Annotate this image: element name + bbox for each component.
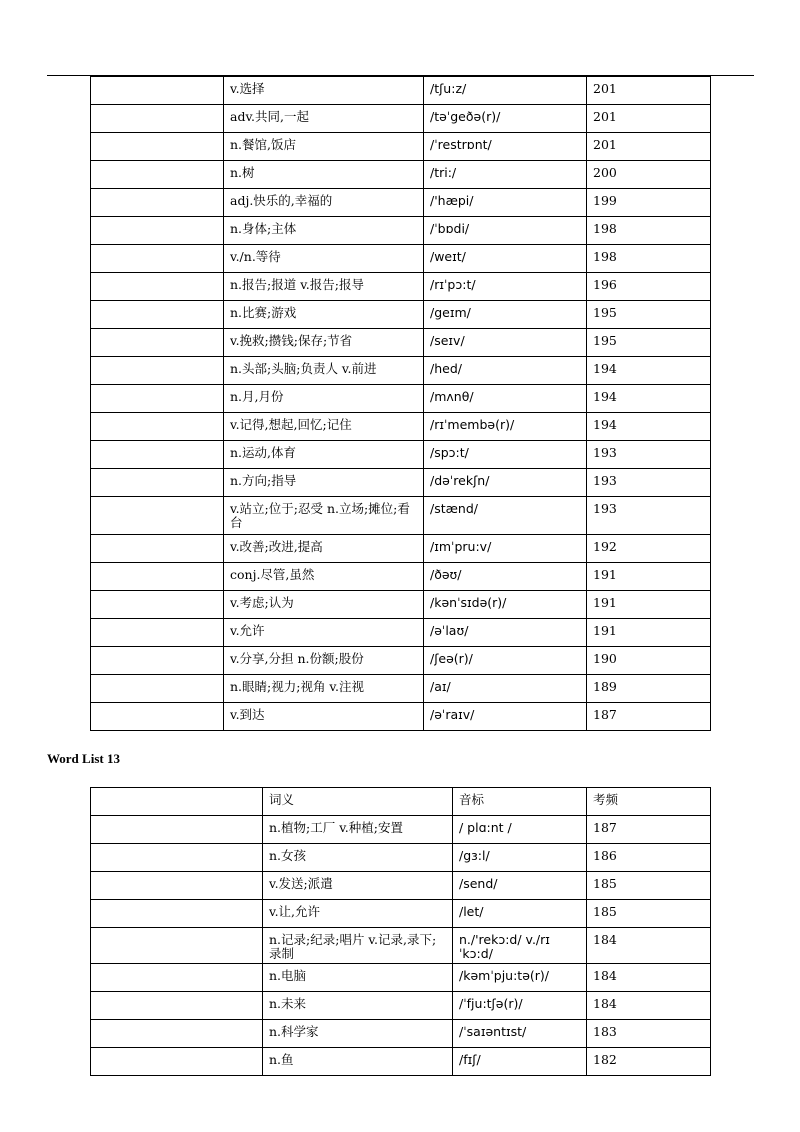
cell-word [91,133,224,161]
cell-phonetic: /dəˈrekʃn/ [424,469,587,497]
table-row [91,413,711,441]
cell-phonetic: /əˈlaʊ/ [424,619,587,647]
cell-freq: 193 [587,469,711,497]
cell-freq: 189 [587,675,711,703]
cell-freq: 201 [587,77,711,105]
cell-word [91,591,224,619]
cell-meaning: n.未来 [263,992,453,1020]
cell-phonetic: /kənˈsɪdə(r)/ [424,591,587,619]
table-row [91,105,711,133]
cell-meaning: v.站立;位于;忍受 n.立场;摊位;看台 [224,497,424,535]
cell-word [91,1048,263,1076]
cell-freq: 198 [587,217,711,245]
table-row [91,900,711,928]
cell-meaning: n.科学家 [263,1020,453,1048]
cell-freq: 198 [587,245,711,273]
cell-word [91,844,263,872]
cell-meaning: n.电脑 [263,964,453,992]
table-row [91,217,711,245]
cell-meaning: v.选择 [224,77,424,105]
cell-freq: 193 [587,497,711,535]
cell-phonetic: /'hæpi/ [424,189,587,217]
cell-freq: 194 [587,385,711,413]
cell-phonetic: /seɪv/ [424,329,587,357]
cell-meaning: conj.尽管,虽然 [224,563,424,591]
cell-freq: 193 [587,441,711,469]
cell-phonetic: /tʃu:z/ [424,77,587,105]
cell-meaning: n.植物;工厂 v.种植;安置 [263,816,453,844]
cell-freq: 200 [587,161,711,189]
cell-meaning: n.鱼 [263,1048,453,1076]
cell-phonetic: /spɔ:t/ [424,441,587,469]
table-row [91,77,711,105]
table-row [91,301,711,329]
header-word [91,788,263,816]
cell-word [91,992,263,1020]
table-row [91,647,711,675]
cell-phonetic: /tri:/ [424,161,587,189]
cell-meaning: v.记得,想起,回忆;记住 [224,413,424,441]
cell-freq: 185 [587,872,711,900]
cell-phonetic: /ˈrestrɒnt/ [424,133,587,161]
cell-meaning: v.发送;派遣 [263,872,453,900]
cell-freq: 194 [587,357,711,385]
cell-word [91,872,263,900]
vocab-table-2 [90,787,711,1076]
cell-freq: 201 [587,105,711,133]
cell-meaning: v.让,允许 [263,900,453,928]
cell-meaning: n.眼睛;视力;视角 v.注视 [224,675,424,703]
table-row [91,273,711,301]
cell-phonetic: /ʃeə(r)/ [424,647,587,675]
table-row [91,441,711,469]
cell-freq: 199 [587,189,711,217]
cell-freq: 196 [587,273,711,301]
cell-freq: 184 [587,964,711,992]
cell-meaning: v./n.等待 [224,245,424,273]
cell-phonetic: /ˈsaɪəntɪst/ [453,1020,587,1048]
cell-word [91,1020,263,1048]
cell-word [91,928,263,964]
table-row [91,992,711,1020]
cell-freq: 195 [587,301,711,329]
table-row [91,1048,711,1076]
cell-phonetic: /ˈbɒdi/ [424,217,587,245]
cell-word [91,413,224,441]
cell-word [91,357,224,385]
cell-word [91,329,224,357]
cell-word [91,469,224,497]
cell-word [91,77,224,105]
cell-freq: 184 [587,992,711,1020]
cell-word [91,301,224,329]
table-row [91,816,711,844]
cell-word [91,273,224,301]
table-row [91,675,711,703]
table-row [91,189,711,217]
cell-word [91,535,224,563]
cell-meaning: v.考虑;认为 [224,591,424,619]
cell-meaning: v.到达 [224,703,424,731]
cell-freq: 182 [587,1048,711,1076]
table-row [91,591,711,619]
cell-phonetic: /fɪʃ/ [453,1048,587,1076]
cell-freq: 187 [587,816,711,844]
table-row [91,703,711,731]
cell-meaning: adj.快乐的,幸福的 [224,189,424,217]
cell-phonetic: /mʌnθ/ [424,385,587,413]
table-row [91,964,711,992]
cell-word [91,105,224,133]
header-phonetic: 音标 [453,788,587,816]
cell-meaning: v.分享,分担 n.份额;股份 [224,647,424,675]
cell-word [91,619,224,647]
table-row [91,619,711,647]
cell-phonetic: /kəmˈpju:tə(r)/ [453,964,587,992]
cell-phonetic: / plɑ:nt / [453,816,587,844]
header-meaning: 词义 [263,788,453,816]
cell-phonetic: /geɪm/ [424,301,587,329]
cell-word [91,563,224,591]
cell-meaning: n.月,月份 [224,385,424,413]
word-list-title: Word List 13 [47,751,120,766]
cell-word [91,647,224,675]
cell-phonetic: /ðəʊ/ [424,563,587,591]
cell-freq: 191 [587,563,711,591]
cell-meaning: n.餐馆,饭店 [224,133,424,161]
table-row [91,469,711,497]
cell-meaning: n.报告;报道 v.报告;报导 [224,273,424,301]
cell-freq: 191 [587,591,711,619]
cell-phonetic: /rɪˈmembə(r)/ [424,413,587,441]
cell-word [91,497,224,535]
header-freq: 考频 [587,788,711,816]
cell-meaning: n.树 [224,161,424,189]
cell-freq: 192 [587,535,711,563]
cell-word [91,703,224,731]
cell-meaning: n.运动,体育 [224,441,424,469]
table-row [91,563,711,591]
table-row [91,161,711,189]
cell-phonetic: n./'rekɔ:d/ v./rɪˈkɔ:d/ [453,928,587,964]
table-row [91,844,711,872]
table-row [91,245,711,273]
table-header-row [91,788,711,816]
table-row [91,928,711,964]
cell-meaning: n.记录;纪录;唱片 v.记录,录下;录制 [263,928,453,964]
cell-phonetic: /send/ [453,872,587,900]
cell-meaning: n.身体;主体 [224,217,424,245]
cell-word [91,900,263,928]
cell-phonetic: /əˈraɪv/ [424,703,587,731]
cell-phonetic: /let/ [453,900,587,928]
cell-freq: 186 [587,844,711,872]
cell-word [91,217,224,245]
cell-word [91,161,224,189]
cell-freq: 185 [587,900,711,928]
table-row [91,133,711,161]
cell-phonetic: /ɪmˈpru:v/ [424,535,587,563]
cell-phonetic: /weɪt/ [424,245,587,273]
cell-freq: 191 [587,619,711,647]
cell-meaning: v.挽救;攒钱;保存;节省 [224,329,424,357]
cell-word [91,675,224,703]
cell-freq: 187 [587,703,711,731]
cell-freq: 184 [587,928,711,964]
cell-phonetic: /stænd/ [424,497,587,535]
cell-meaning: n.比赛;游戏 [224,301,424,329]
table-row [91,497,711,535]
cell-phonetic: /hed/ [424,357,587,385]
cell-freq: 183 [587,1020,711,1048]
table-row [91,535,711,563]
cell-phonetic: /ˈfju:tʃə(r)/ [453,992,587,1020]
cell-freq: 201 [587,133,711,161]
cell-word [91,964,263,992]
cell-word [91,385,224,413]
table-row [91,1020,711,1048]
cell-meaning: n.头部;头脑;负责人 v.前进 [224,357,424,385]
cell-phonetic: /aɪ/ [424,675,587,703]
table-row [91,385,711,413]
table-row [91,872,711,900]
cell-word [91,816,263,844]
cell-word [91,245,224,273]
cell-meaning: n.方向;指导 [224,469,424,497]
cell-freq: 194 [587,413,711,441]
cell-meaning: v.改善;改进,提高 [224,535,424,563]
cell-word [91,441,224,469]
cell-phonetic: /rɪˈpɔ:t/ [424,273,587,301]
table-row [91,329,711,357]
cell-freq: 195 [587,329,711,357]
cell-phonetic: /gɜ:l/ [453,844,587,872]
cell-meaning: adv.共同,一起 [224,105,424,133]
cell-phonetic: /təˈgeðə(r)/ [424,105,587,133]
cell-meaning: v.允许 [224,619,424,647]
table-row [91,357,711,385]
cell-freq: 190 [587,647,711,675]
cell-word [91,189,224,217]
vocab-table-1 [90,76,711,731]
cell-meaning: n.女孩 [263,844,453,872]
